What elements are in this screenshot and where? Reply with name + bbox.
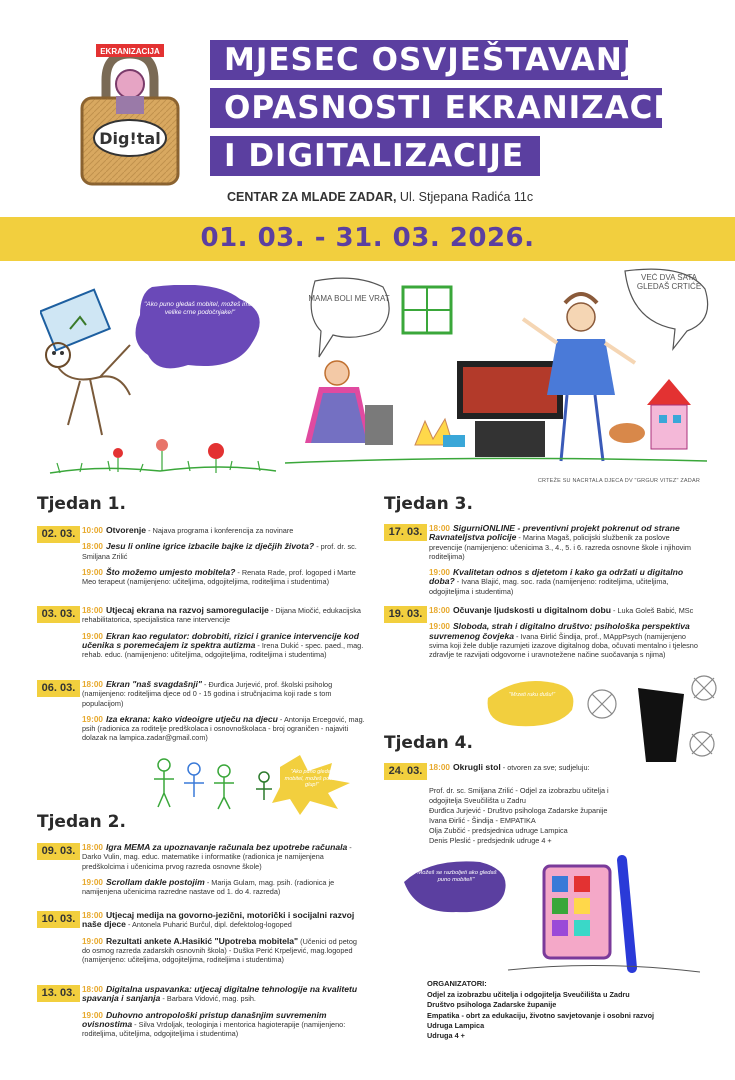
venue-name: CENTAR ZA MLADE ZADAR, (227, 190, 397, 204)
day-06-03 (37, 680, 367, 750)
day-24-03 (384, 763, 704, 779)
bubble-week2: "Ako puno gledaš mobitel, možeš postati glup!" (284, 769, 340, 788)
title-line-3: I DIGITALIZACIJE (210, 136, 540, 176)
organizer-item: Društvo psihologa Zadarske županije (427, 1000, 557, 1010)
panel-member: Prof. dr. sc. Smiljana Zrilić - Odjel za izobrazbu učitelja i (429, 786, 609, 795)
event: 19:00 Scrollam dakle postojim - Marija Gulam, mag. psih. (radionica je namijenjena učenicima razredne nastave od 1. do 4. razreda) (82, 876, 335, 897)
event: 18:00 Utjecaj ekrana na razvoj samoregulacije - Dijana Miočić, edukacijska rehabilitatorica, specijalistica rane intervencije (82, 605, 361, 625)
day-17-03 (384, 524, 704, 603)
date-badge: 09. 03. (37, 843, 80, 860)
organizer-item: Empatika - obrt za edukaciju, životno savjetovanje i osobni razvoj (427, 1010, 655, 1020)
date-badge: 06. 03. (37, 680, 80, 697)
event-dates: 01. 03. - 31. 03. 2026. (200, 223, 535, 253)
event: 19:00 Sloboda, strah i digitalno društvo: psihološka perspektiva suvremenog čovjeka - Ivana Ðirlić Šindija, prof., MAppPsych (namijenjeno svima koji žele dublje razumjeti izazove digitalnog doba, očuvati mentalno i tjelesno zdravlje te razvijati odgovorne i uravnotežene načine suočavanja s njima) (429, 621, 698, 660)
organizer-item: Udruga 4 + (427, 1031, 465, 1041)
panel-member: odgojitelja Sveučilišta u Zadru (429, 796, 526, 805)
bubble-week3: "Mrzeti ruku dušu!" (508, 692, 556, 698)
date-badge: 02. 03. (37, 526, 80, 543)
event: 18:00 Utjecaj medija na govorno-jezični, motorički i socijalni razvoj naše djece - Antonela Puharić Burčul, dipl. defektolog-logoped (82, 910, 355, 930)
organizer-item: Odjel za izobrazbu učitelja i odgojitelja Sveučilišta u Zadru (427, 990, 630, 1000)
date-badge: 24. 03. (384, 763, 427, 780)
week-1-title: Tjedan 1. (37, 494, 126, 514)
panel-member: Denis Pleslić - predsjednik udruge 4 + (429, 836, 552, 845)
organizers-title: ORGANIZATORI: (427, 979, 487, 988)
event: 18:00 Okrugli stol - otvoren za sve; sudjeluju: (429, 762, 590, 772)
panel-member: Ivana Đirlić - Šindija - EMPATIKA (429, 816, 536, 825)
venue-street: Ul. Stjepana Radića 11c (399, 190, 534, 204)
organizers (427, 979, 717, 1041)
date-badge: 17. 03. (384, 524, 427, 541)
day-19-03 (384, 606, 704, 666)
day-10-03 (37, 911, 367, 971)
child-drawing-right (275, 265, 715, 475)
event: 19:00 Rezultati ankete A.Hasikić "Upotreba mobitela" (Učenici od petog do osmog razreda zadarskih osnovnih škola) - Duška Perić Krpeljević, mag.logoped (namijenjeno: učiteljima, odgojiteljima, roditeljima i studentima) (82, 935, 357, 965)
padlock-logo (76, 40, 184, 190)
date-badge: 13. 03. (37, 985, 80, 1002)
title-line-1: MJESEC OSVJEŠTAVANJA (210, 40, 628, 80)
logo-label: EKRANIZACIJA (100, 47, 160, 56)
event: 18:00 Ekran "naš svagdašnji" - Đurđica Jurjević, prof. školski psiholog (namijenjeno: roditeljima djece od 0 - 15 godina i stručnjacima koji rade s tom populacijom) (82, 679, 333, 708)
event: 10:00 Otvorenje - Najava programa i konferencija za novinare (82, 525, 294, 535)
week-3-title: Tjedan 3. (384, 494, 473, 514)
panel-member: Olja Zubčić - predsjednica udruge Lampica (429, 826, 568, 835)
tablet-drawing (400, 850, 720, 975)
event: 18:00 Igra MEMA za upoznavanje računala bez upotrebe računala - Darko Vulin, mag. educ. matematike i informatike (radionica je namijenjena predškolcima i učenicima prvog razreda osnovne škole) (82, 842, 352, 871)
speech-bubble-left: "Ako puno gledaš mobitel, možeš imati velike crne podočnjake!" (144, 301, 256, 316)
stick-figures-drawing (150, 755, 400, 815)
date-badge: 10. 03. (37, 911, 80, 928)
day-02-03 (37, 526, 367, 593)
organizer-item: Udruga Lampica (427, 1020, 485, 1030)
event: 18:00 Jesu li online igrice izbacile bajke iz dječjih života? - prof. dr. sc. Smiljana Zrilić (82, 541, 357, 561)
event: 18:00 Digitalna uspavanka: utjecaj digitalne tehnologije na kvalitetu spavanja i sanjanja - Barbara Vidović, mag. psih. (82, 984, 358, 1004)
speech-mama: MAMA BOLI ME VRAT (308, 294, 390, 303)
event: 18:00 SigurniONLINE - preventivni projekt pokrenut od strane Ravnateljstva policije - Marina Magaš, policijski službenik za poslove prevencije (namijenjeno: učenicima 3., 4., 5. i 6. razreda osnovne škole i njihovim roditeljima) (429, 523, 692, 561)
bubble-week4: "Možeš se razboljeti ako gledaš puno mobitel!" (415, 870, 497, 883)
event: 18:00 Očuvanje ljudskosti u digitalnom dobu - Luka Goleš Babić, MSc (429, 605, 694, 615)
phone-drawing (478, 668, 723, 768)
day-09-03 (37, 843, 367, 903)
week-4-title: Tjedan 4. (384, 733, 473, 753)
logo-badge-text: Dig!tal (99, 129, 161, 148)
event: 19:00 Iza ekrana: kako videoigre utječu na djecu - Antonija Ercegović, mag. psih (radionica za roditelje predškolaca i osnovnoškolaca - broj ograničen - najaviti dolazak na lampica.zadar@gmail.com) (82, 713, 365, 743)
drawings-credit: CRTEŽE SU NACRTALA DJECA DV "GRGUR VITEZ" ZADAR (537, 478, 700, 484)
event: 19:00 Duhovno antropološki pristup današnjim suvremenim ovisnostima - Silva Vrdoljak, teologinja i mentorica hagioterapije (namijenjeno: roditeljima, učiteljima, odgojiteljima i studentima) (82, 1009, 346, 1039)
date-badge: 03. 03. (37, 606, 80, 623)
round-table-panel (429, 786, 709, 846)
title-line-2: OPASNOSTI EKRANIZACIJE (210, 88, 662, 128)
day-03-03 (37, 606, 367, 666)
event: 19:00 Kvalitetan odnos s djetetom i kako ga održati u digitalno doba? - Ivana Blajić, mag. soc. rada (namijenjeno: roditeljima, učiteljima, odgojiteljima i studentima) (429, 567, 684, 596)
venue (227, 190, 533, 204)
speech-right: VEĆ DVA SATA GLEDAŠ CRTIĆE (636, 273, 702, 291)
date-badge: 19. 03. (384, 606, 427, 623)
event: 19:00 Ekran kao regulator: dobrobiti, rizici i granice intervencije kod učenika s poremećajem iz spektra autizma - Irena Dukić - spec. paed., mag. rehab. educ. (namijenjeno: učiteljima, odgojiteljima, roditeljima i studentima) (82, 630, 364, 660)
day-13-03 (37, 985, 367, 1045)
event: 19:00 Što možemo umjesto mobitela? - Renata Rade, prof. logoped i Marte Meo terapeut (namijenjeno: učiteljima, odgojiteljima, roditeljima i studentima) (82, 566, 356, 587)
week-2-title: Tjedan 2. (37, 812, 126, 832)
child-drawing-left (40, 285, 280, 480)
panel-member: Đurđica Jurjević - Društvo psihologa Zadarske županije (429, 806, 608, 815)
